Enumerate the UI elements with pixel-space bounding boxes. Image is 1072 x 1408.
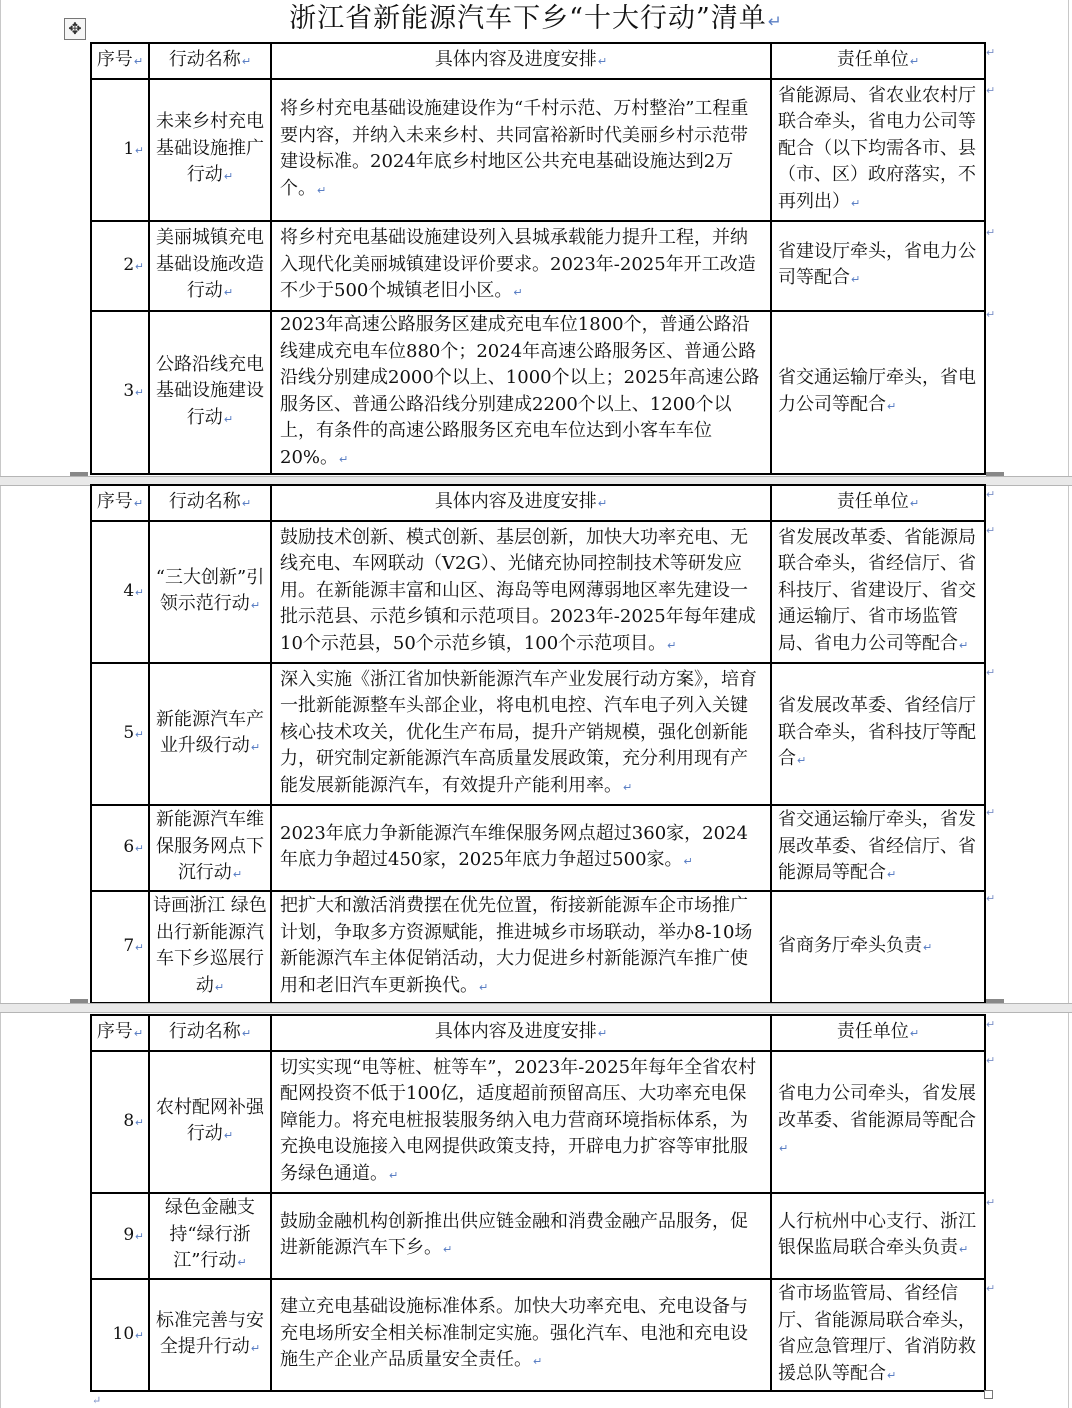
- row-no: 4↵: [91, 521, 149, 663]
- end-of-row-mark: ↵: [986, 1282, 996, 1295]
- row-no: 2↵: [91, 221, 149, 311]
- row-unit: 省交通运输厅牵头，省发展改革委、省经信厅、省能源局等配合↵: [771, 805, 985, 891]
- row-unit: 省交通运输厅牵头，省电力公司等配合↵: [771, 311, 985, 474]
- row-name: 标准完善与安全提升行动↵: [149, 1279, 271, 1391]
- table-resize-handle[interactable]: [984, 1390, 993, 1399]
- row-unit: 省商务厅牵头负责↵: [771, 891, 985, 1003]
- header-unit: 责任单位↵: [771, 485, 985, 521]
- table-segment-1: [90, 42, 986, 475]
- header-content: 具体内容及进度安排↵: [271, 485, 771, 521]
- row-unit: 人行杭州中心支行、浙江银保监局联合牵头负责↵: [771, 1193, 985, 1279]
- row-name: “三大创新”引领示范行动↵: [149, 521, 271, 663]
- row-content: 将乡村充电基础设施建设列入县城承载能力提升工程，并纳入现代化美丽城镇建设评价要求。2023年-2025年开工改造不少于500个城镇老旧小区。↵: [271, 221, 771, 311]
- row-content: 建立充电基础设施标准体系。加快大功率充电、充电设备与充电场所安全相关标准制定实施。强化汽车、电池和充电设施生产企业产品质量安全责任。↵: [271, 1279, 771, 1391]
- row-unit: 省发展改革委、省经信厅联合牵头，省科技厅等配合↵: [771, 663, 985, 805]
- header-unit: 责任单位↵: [771, 1015, 985, 1051]
- row-no: 7↵: [91, 891, 149, 1003]
- table-header-row: [91, 485, 985, 521]
- table-header-row: [91, 1015, 985, 1051]
- table-row: [91, 311, 985, 474]
- action-table: [90, 42, 986, 475]
- row-name: 新能源汽车产业升级行动↵: [149, 663, 271, 805]
- header-unit: 责任单位↵: [771, 43, 985, 79]
- row-content: 鼓励技术创新、模式创新、基层创新，加快大功率充电、无线充电、车网联动（V2G）、光储充协同控制技术等研发应用。在新能源丰富和山区、海岛等电网薄弱地区率先建设一批示范县、示范乡镇和示范项目。2023年-2025年每年建成10个示范县，50个示范乡镇，100个示范项目。↵: [271, 521, 771, 663]
- row-unit: 省能源局、省农业农村厅联合牵头，省电力公司等配合（以下均需各市、县（市、区）政府落实，不再列出）↵: [771, 79, 985, 221]
- row-name: 绿色金融支持“绿行浙江”行动↵: [149, 1193, 271, 1279]
- table-segment-3: [90, 1014, 986, 1392]
- table-header-row: [91, 43, 985, 79]
- end-of-row-mark: ↵: [986, 892, 996, 905]
- action-table: [90, 484, 986, 1004]
- table-row: [91, 891, 985, 1003]
- header-no: 序号↵: [91, 485, 149, 521]
- paragraph-return-icon: ↵: [767, 11, 783, 31]
- row-no: 1↵: [91, 79, 149, 221]
- paragraph-return-icon: ↵: [92, 1394, 102, 1407]
- row-name: 美丽城镇充电基础设施改造行动↵: [149, 221, 271, 311]
- table-row-resize-handle[interactable]: [70, 999, 88, 1003]
- table-row: [91, 1051, 985, 1193]
- title-text: 浙江省新能源汽车下乡“十大行动”清单: [289, 3, 767, 34]
- row-no: 3↵: [91, 311, 149, 474]
- row-no: 9↵: [91, 1193, 149, 1279]
- page-break-2: [0, 1003, 1072, 1013]
- row-no: 6↵: [91, 805, 149, 891]
- table-row-resize-handle[interactable]: [986, 999, 1004, 1003]
- table-row: [91, 521, 985, 663]
- row-name: 新能源汽车维保服务网点下沉行动↵: [149, 805, 271, 891]
- row-name: 公路沿线充电基础设施建设行动↵: [149, 311, 271, 474]
- row-unit: 省市场监管局、省经信厅、省能源局联合牵头，省应急管理厅、省消防救援总队等配合↵: [771, 1279, 985, 1391]
- row-unit: 省发展改革委、省能源局联合牵头，省经信厅、省科技厅、省建设厅、省交通运输厅、省市场监管局、省电力公司等配合↵: [771, 521, 985, 663]
- end-of-row-mark: ↵: [986, 308, 996, 321]
- table-row-resize-handle[interactable]: [70, 472, 88, 476]
- end-of-row-mark: ↵: [986, 806, 996, 819]
- row-content: 将乡村充电基础设施建设作为“千村示范、万村整治”工程重要内容，并纳入未来乡村、共同富裕新时代美丽乡村示范带建设标准。2024年底乡村地区公共充电基础设施达到2万个。↵: [271, 79, 771, 221]
- row-content: 2023年高速公路服务区建成充电车位1800个，普通公路沿线建成充电车位880个；2024年高速公路服务区、普通公路沿线分别建成2000个以上、1000个以上；2025年高速公路服务区、普通公路沿线分别建成2200个以上、1200个以上，有条件的高速公路服务区充电车位达到小客车车位20%。↵: [271, 311, 771, 474]
- row-unit: 省建设厅牵头，省电力公司等配合↵: [771, 221, 985, 311]
- end-of-row-mark: ↵: [986, 1018, 996, 1031]
- row-no: 10↵: [91, 1279, 149, 1391]
- header-name: 行动名称↵: [149, 43, 271, 79]
- header-content: 具体内容及进度安排↵: [271, 43, 771, 79]
- end-of-row-mark: ↵: [986, 488, 996, 501]
- table-row: [91, 663, 985, 805]
- table-row: [91, 79, 985, 221]
- page-edge-left: [0, 0, 1, 1408]
- header-name: 行动名称↵: [149, 1015, 271, 1051]
- header-no: 序号↵: [91, 1015, 149, 1051]
- row-content: 2023年底力争新能源汽车维保服务网点超过360家，2024年底力争超过450家，2025年底力争超过500家。↵: [271, 805, 771, 891]
- header-name: 行动名称↵: [149, 485, 271, 521]
- row-name: 诗画浙江 绿色出行新能源汽车下乡巡展行动↵: [149, 891, 271, 1003]
- row-content: 深入实施《浙江省加快新能源汽车产业发展行动方案》，培育一批新能源整车头部企业，将电机电控、汽车电子列入关键核心技术攻关，优化生产布局，提升产销规模，强化创新能力，研究制定新能源汽车高质量发展政策，充分利用现有产能发展新能源汽车，有效提升产能利用率。↵: [271, 663, 771, 805]
- row-name: 农村配网补强行动↵: [149, 1051, 271, 1193]
- end-of-row-mark: ↵: [986, 1196, 996, 1209]
- table-row-resize-handle[interactable]: [986, 472, 1004, 476]
- page-edge-right: [1068, 0, 1069, 1408]
- end-of-row-mark: ↵: [986, 84, 996, 97]
- end-of-row-mark: ↵: [986, 524, 996, 537]
- table-row: [91, 1279, 985, 1391]
- document-title: [0, 2, 1072, 38]
- header-no: 序号↵: [91, 43, 149, 79]
- row-no: 5↵: [91, 663, 149, 805]
- row-unit: 省电力公司牵头，省发展改革委、省能源局等配合↵: [771, 1051, 985, 1193]
- row-content: 切实实现“电等桩、桩等车”，2023年-2025年每年全省农村配网投资不低于100亿，适度超前预留高压、大功率充电保障能力。将充电桩报装服务纳入电力营商环境指标体系，为充换电设施接入电网提供政策支持，开辟电力扩容等审批服务绿色通道。↵: [271, 1051, 771, 1193]
- move-cross-icon[interactable]: ✥: [64, 18, 86, 40]
- table-row: [91, 805, 985, 891]
- end-of-row-mark: ↵: [986, 1054, 996, 1067]
- row-content: 鼓励金融机构创新推出供应链金融和消费金融产品服务，促进新能源汽车下乡。↵: [271, 1193, 771, 1279]
- table-row: [91, 1193, 985, 1279]
- row-no: 8↵: [91, 1051, 149, 1193]
- end-of-row-mark: ↵: [986, 226, 996, 239]
- row-content: 把扩大和激活消费摆在优先位置，衔接新能源车企市场推广计划，争取多方资源赋能，推进城乡市场联动，举办8-10场新能源汽车主体促销活动，大力促进乡村新能源汽车推广使用和老旧汽车更新换代。↵: [271, 891, 771, 1003]
- table-row: [91, 221, 985, 311]
- row-name: 未来乡村充电基础设施推广行动↵: [149, 79, 271, 221]
- action-table: [90, 1014, 986, 1392]
- end-of-row-mark: ↵: [986, 46, 996, 59]
- header-content: 具体内容及进度安排↵: [271, 1015, 771, 1051]
- table-segment-2: [90, 484, 986, 1004]
- end-of-row-mark: ↵: [986, 666, 996, 679]
